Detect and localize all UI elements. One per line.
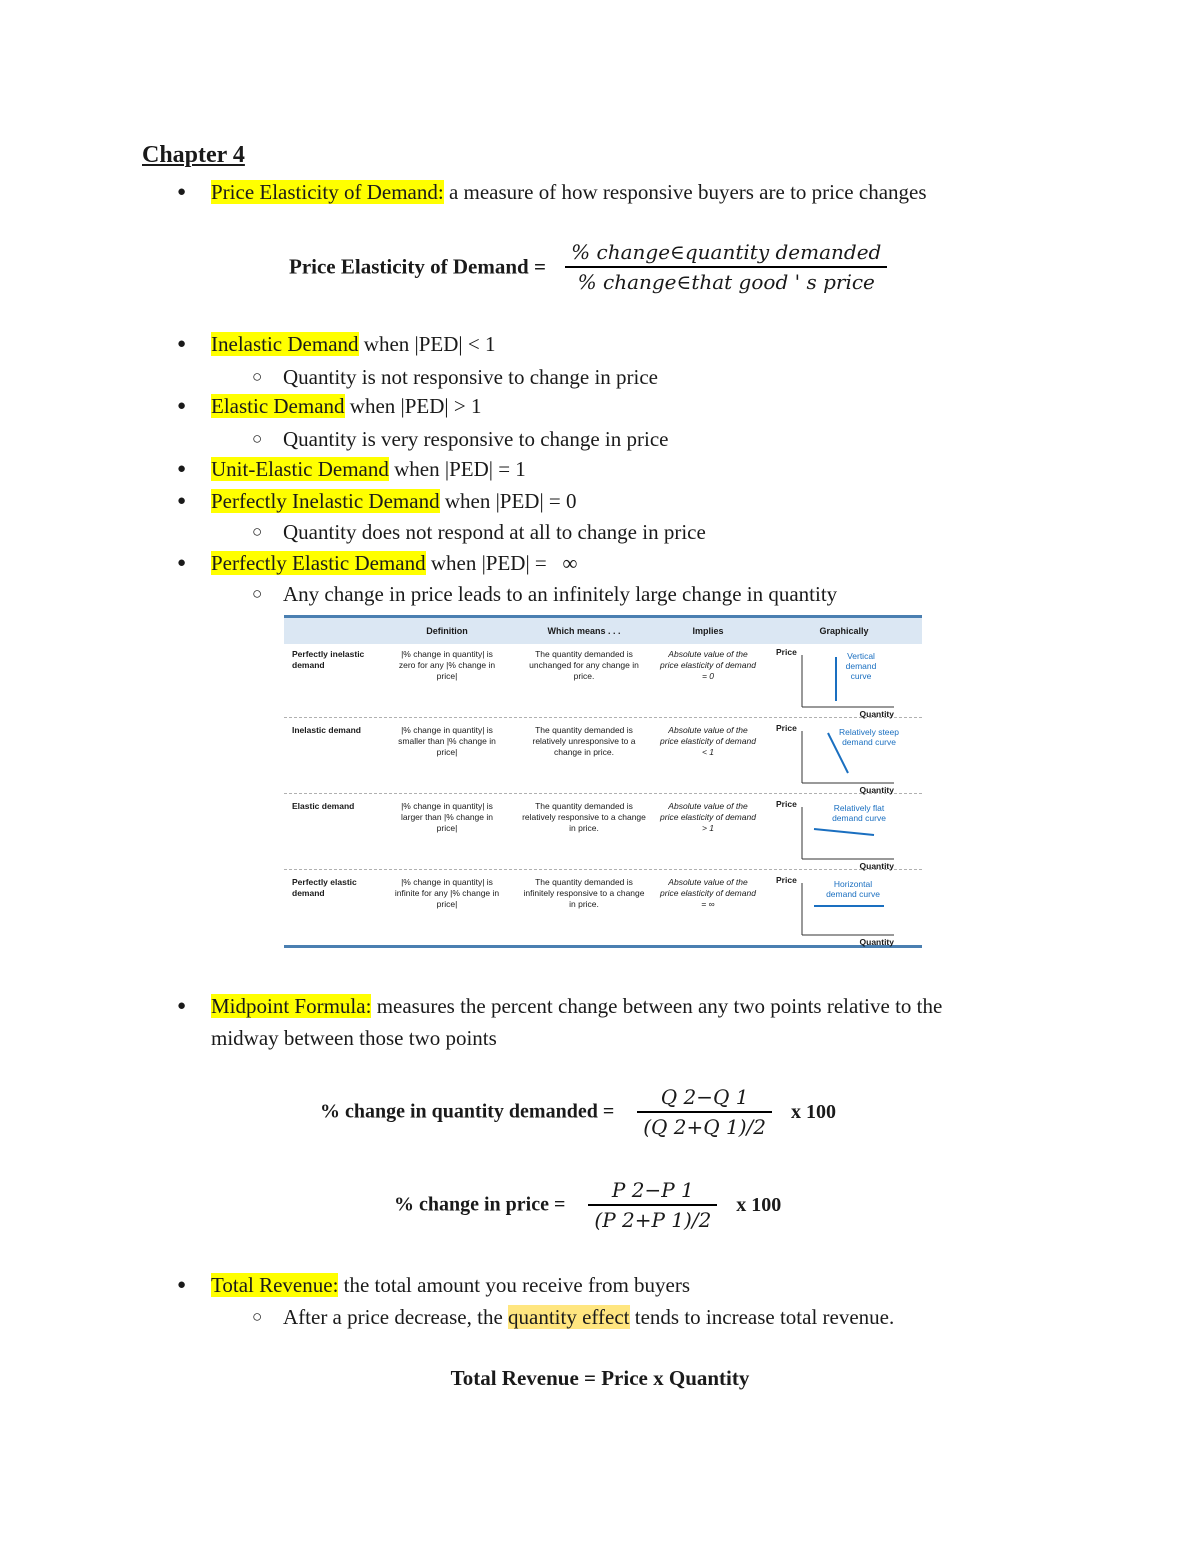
curve-label: Vertical demand curve [845, 651, 877, 681]
ped-formula-label: Price Elasticity of Demand = [289, 254, 546, 279]
bullet-dot-icon: ● [177, 184, 187, 200]
row-implies: Absolute value of the price elasticity of demand < 1 [660, 725, 756, 757]
revenue-sub-post: tends to increase total revenue. [629, 1305, 895, 1329]
q-fraction [637, 1085, 772, 1139]
p-fraction [588, 1178, 717, 1232]
price-axis-label: Price [776, 723, 797, 733]
row-definition: |% change in quantity| is zero for any |% change in price| [398, 649, 496, 681]
bullet-term: Perfectly Elastic Demand [211, 551, 426, 575]
header-implies: Implies [692, 626, 724, 636]
graph-inelastic [774, 721, 920, 793]
sub-text: Quantity does not respond at all to change in price [283, 520, 706, 544]
elasticity-table [284, 615, 922, 947]
midpoint-line1: measures the percent change between any two points relative to the [371, 994, 943, 1018]
quantity-axis-label: Quantity [859, 861, 894, 871]
bullet-term: Elastic Demand [211, 394, 345, 418]
circle-bullet-icon: ○ [252, 1307, 263, 1326]
curve-label: Relatively flat demand curve [832, 803, 886, 823]
sub-bullet-inelastic [252, 363, 658, 391]
revenue-sub-highlight: quantity effect [508, 1305, 630, 1329]
row-definition: |% change in quantity| is smaller than |% change in price| [398, 725, 496, 757]
ped-definition: a measure of how responsive buyers are to price changes [443, 180, 927, 204]
sub-text: Quantity is not responsive to change in price [283, 365, 658, 389]
quantity-axis-label: Quantity [859, 785, 894, 795]
bullet-term: Perfectly Inelastic Demand [211, 489, 440, 513]
revenue-term: Total Revenue: [211, 1273, 339, 1297]
p-times-100: x 100 [736, 1193, 782, 1216]
circle-bullet-icon: ○ [252, 522, 263, 541]
circle-bullet-icon: ○ [252, 429, 263, 448]
table-header [284, 615, 922, 644]
bullet-perfectly-inelastic [177, 487, 577, 515]
bullet-dot-icon: ● [177, 555, 187, 571]
midpoint-line2: midway between those two points [211, 1026, 497, 1050]
revenue-sub-pre: After a price decrease, the [283, 1305, 509, 1329]
bullet-term: Unit-Elastic Demand [211, 457, 389, 481]
price-axis-label: Price [776, 647, 797, 657]
table-row [284, 869, 922, 948]
row-name: Elastic demand [292, 801, 355, 811]
header-definition: Definition [426, 626, 468, 636]
row-means: The quantity demanded is infinitely responsive to a change in price. [523, 877, 645, 909]
row-means: The quantity demanded is unchanged for any change in price. [529, 649, 639, 681]
header-graphically: Graphically [819, 626, 869, 636]
bullet-dot-icon: ● [177, 998, 187, 1014]
row-name: Perfectly elastic demand [292, 877, 357, 898]
bullet-perfectly-elastic [177, 549, 578, 577]
ped-formula [289, 240, 909, 294]
row-definition: |% change in quantity| is larger than |% change in price| [401, 801, 493, 833]
bullet-dot-icon: ● [177, 398, 187, 414]
p-numerator: P 2−P 1 [588, 1178, 717, 1206]
p-formula-label: % change in price = [394, 1193, 566, 1216]
table-row [284, 717, 922, 794]
total-revenue-formula: Total Revenue = Price x Quantity [450, 1366, 750, 1390]
sub-text: Any change in price leads to an infinitely large change in quantity [283, 582, 838, 606]
row-definition: |% change in quantity| is infinite for any |% change in price| [394, 877, 500, 909]
ped-fraction [565, 240, 887, 294]
price-change-formula [394, 1178, 914, 1232]
row-means: The quantity demanded is relatively responsive to a change in price. [522, 801, 646, 833]
bullet-dot-icon: ● [177, 336, 187, 352]
quantity-change-formula [320, 1085, 920, 1139]
bullet-unit-elastic [177, 455, 526, 483]
ped-denominator: % change∈that good ' s price [577, 270, 875, 294]
revenue-definition: the total amount you receive from buyers [338, 1273, 691, 1297]
q-formula-label: % change in quantity demanded = [320, 1100, 615, 1123]
circle-bullet-icon: ○ [252, 367, 263, 386]
row-name: Perfectly inelastic demand [292, 649, 365, 670]
curve-label: Relatively steep demand curve [838, 727, 899, 747]
chapter-title: Chapter 4 [142, 142, 245, 168]
p-denominator: (P 2+P 1)/2 [594, 1208, 712, 1232]
q-denominator: (Q 2+Q 1)/2 [643, 1115, 767, 1139]
price-axis-label: Price [776, 875, 797, 885]
bullet-rest: when |PED| = 0 [439, 489, 577, 513]
bullet-rest: when |PED| = ∞ [425, 551, 578, 575]
bullet-dot-icon: ● [177, 1277, 187, 1293]
graph-perfectly-inelastic [774, 645, 920, 717]
row-implies: Absolute value of the price elasticity of demand = ∞ [660, 877, 756, 909]
table-row [284, 641, 922, 718]
table-row [284, 793, 922, 870]
sub-text: Quantity is very responsive to change in price [283, 427, 669, 451]
price-axis-label: Price [776, 799, 797, 809]
ped-term: Price Elasticity of Demand: [211, 180, 444, 204]
header-which-means: Which means . . . [547, 626, 621, 636]
quantity-axis-label: Quantity [859, 709, 894, 719]
bullet-inelastic [177, 330, 496, 358]
bullet-dot-icon: ● [177, 461, 187, 477]
midpoint-bullet [177, 992, 943, 1020]
circle-bullet-icon: ○ [252, 584, 263, 603]
graph-perfectly-elastic [774, 873, 920, 945]
bullet-rest: when |PED| > 1 [344, 394, 482, 418]
row-implies: Absolute value of the price elasticity of demand > 1 [660, 801, 756, 833]
bullet-rest: when |PED| = 1 [388, 457, 526, 481]
midpoint-term: Midpoint Formula: [211, 994, 372, 1018]
row-means: The quantity demanded is relatively unresponsive to a change in price. [532, 725, 636, 757]
ped-bullet [177, 178, 927, 206]
bullet-elastic [177, 392, 482, 420]
revenue-bullet [177, 1271, 691, 1299]
curve-label: Horizontal demand curve [826, 879, 880, 899]
sub-bullet-elastic [252, 425, 669, 453]
bullet-rest: when |PED| < 1 [358, 332, 496, 356]
ped-numerator: % change∈quantity demanded [565, 240, 887, 268]
bullet-term: Inelastic Demand [211, 332, 359, 356]
sub-bullet-revenue [252, 1303, 895, 1331]
sub-bullet-perfectly-inelastic [252, 518, 706, 546]
bullet-dot-icon: ● [177, 493, 187, 509]
row-name: Inelastic demand [292, 725, 361, 735]
q-numerator: Q 2−Q 1 [637, 1085, 772, 1113]
graph-elastic [774, 797, 920, 869]
quantity-axis-label: Quantity [859, 937, 894, 947]
row-implies: Absolute value of the price elasticity of demand = 0 [660, 649, 756, 681]
q-times-100: x 100 [791, 1100, 837, 1123]
sub-bullet-perfectly-elastic [252, 580, 838, 608]
